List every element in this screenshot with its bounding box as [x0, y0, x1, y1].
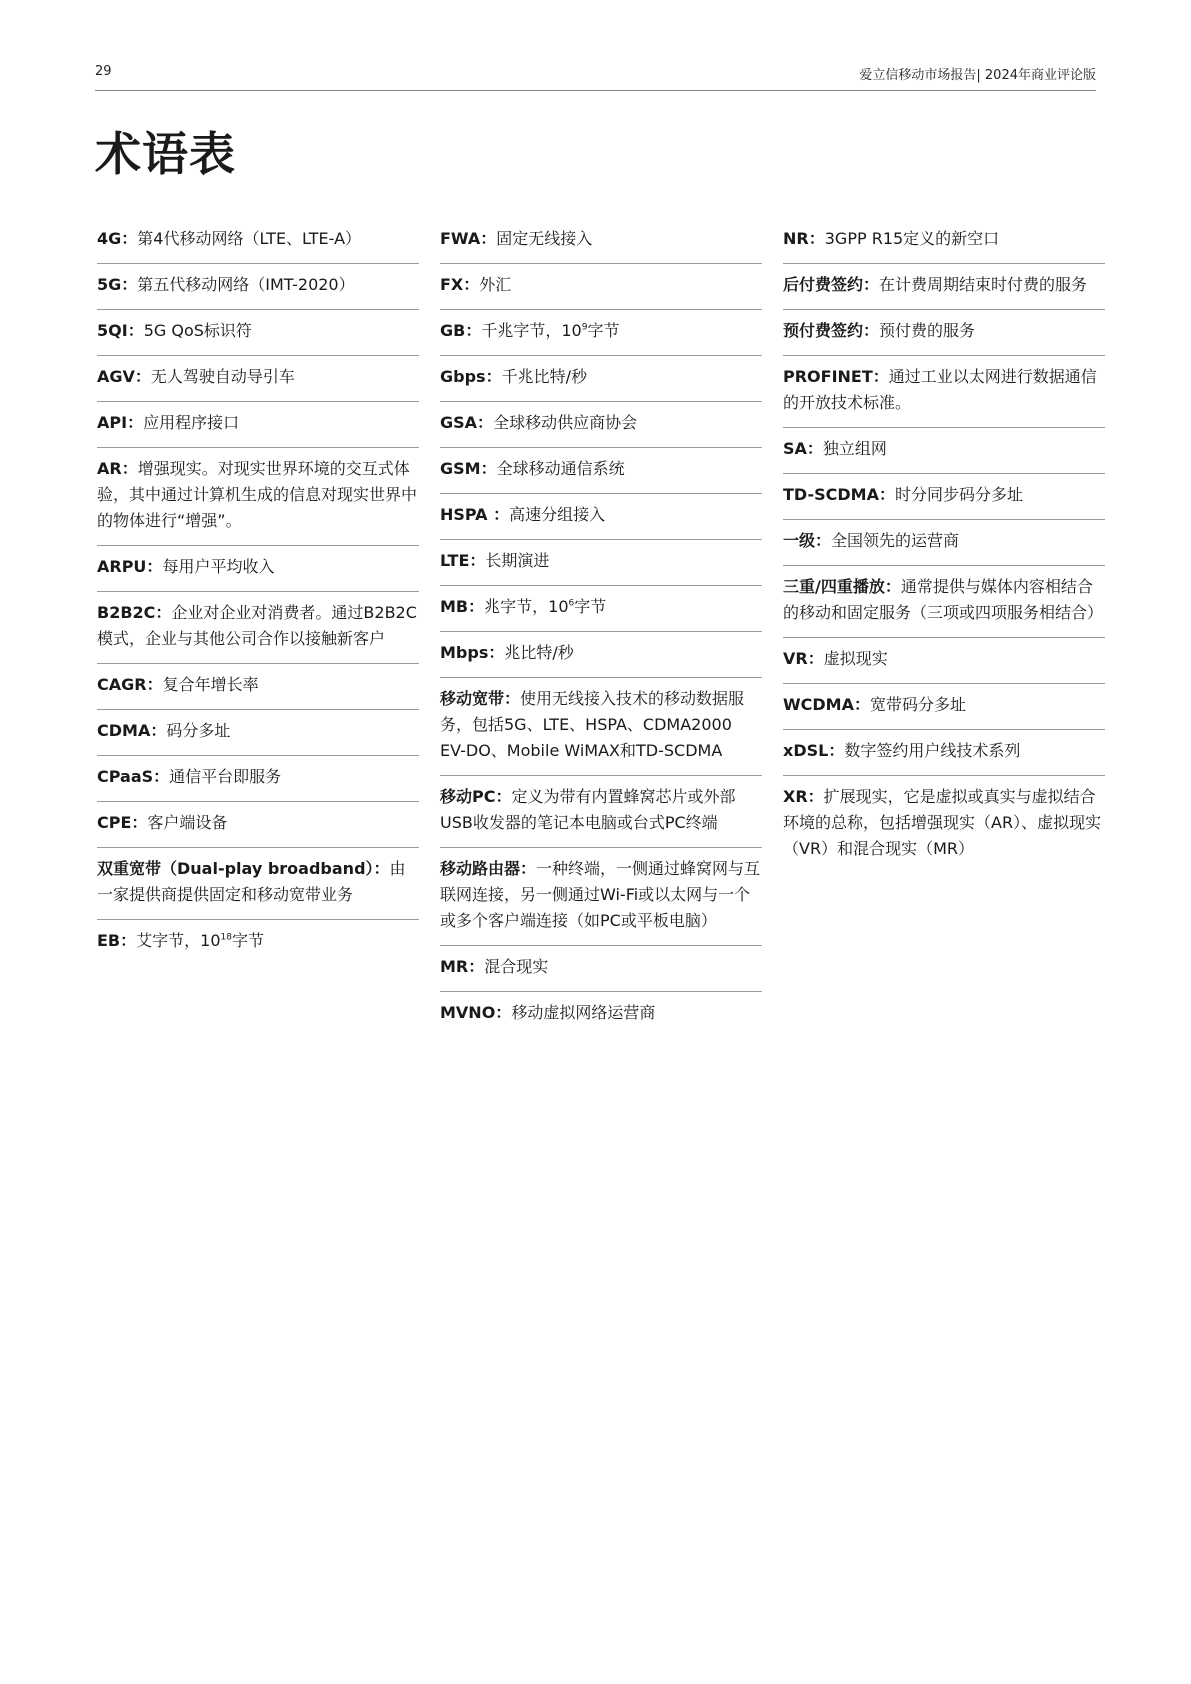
term-separator: ： [480, 459, 497, 478]
glossary-definition: 企业对企业对消费者。通过B2B2C模式，企业与其他公司合作以接触新客户 [97, 603, 417, 648]
glossary-definition: 增强现实。对现实世界环境的交互式体验，其中通过计算机生成的信息对现实世界中的物体进行“增强”。 [97, 459, 418, 530]
glossary-term: SA [783, 439, 807, 458]
term-separator: ： [872, 367, 889, 386]
term-separator: ： [806, 439, 823, 458]
glossary-definition: 通常提供与媒体内容相结合的移动和固定服务（三项或四项服务相结合） [783, 577, 1104, 622]
term-separator: ： [815, 531, 832, 550]
glossary-definition: 数字签约用户线技术系列 [844, 741, 1021, 760]
glossary-entry [440, 946, 762, 992]
glossary-entry [97, 920, 419, 965]
exponent: 18 [220, 932, 232, 943]
glossary-definition: 高速分组接入 [509, 505, 606, 524]
glossary-entry [97, 448, 419, 546]
glossary-definition: 时分同步码分多址 [895, 485, 1024, 504]
glossary-entry [440, 264, 762, 310]
glossary-term: EB [97, 931, 121, 950]
glossary-definition: 虚拟现实 [823, 649, 888, 668]
term-separator: ： [480, 229, 497, 248]
glossary-term: MB [440, 597, 469, 616]
glossary-definition: 5G QoS标识符 [143, 321, 252, 340]
glossary-definition: 由一家提供商提供固定和移动宽带业务 [97, 859, 406, 904]
term-separator: ： [121, 275, 138, 294]
glossary-definition: 全球移动通信系统 [496, 459, 625, 478]
glossary-entry [97, 802, 419, 848]
glossary-definition: 独立组网 [822, 439, 887, 458]
term-separator: ： [468, 597, 485, 616]
glossary-entry [440, 494, 762, 540]
glossary-term: 三重/四重播放 [783, 577, 885, 596]
term-separator: ： [807, 649, 824, 668]
glossary-term: XR [783, 787, 808, 806]
term-separator: ： [131, 813, 148, 832]
glossary-column-3 [783, 226, 1105, 873]
term-separator: ： [520, 859, 537, 878]
glossary-term: 预付费签约 [783, 321, 864, 340]
glossary-entry [783, 226, 1105, 264]
term-separator: ： [884, 577, 901, 596]
glossary-entry [97, 664, 419, 710]
glossary-term: CPaaS [97, 767, 154, 786]
glossary-definition: 扩展现实，它是虚拟或真实与虚拟结合环境的总称，包括增强现实（AR）、虚拟现实（VR）和混合现实（MR） [783, 787, 1102, 858]
exponent: 6 [568, 598, 575, 609]
glossary-definition: 艾字节，10 [136, 931, 221, 950]
glossary-definition: 兆比特/秒 [504, 643, 574, 662]
glossary-term: 移动宽带 [440, 689, 505, 708]
glossary-entry [783, 730, 1105, 776]
term-separator: ： [127, 321, 144, 340]
glossary-definition: 一种终端，一侧通过蜂窝网与互联网连接，另一侧通过Wi-Fi或以太网与一个或多个客户端连接（如PC或平板电脑） [440, 859, 761, 930]
glossary-entry [440, 776, 762, 848]
term-separator: ： [493, 505, 510, 524]
glossary-definition: 定义为带有内置蜂窝芯片或外部USB收发器的笔记本电脑或台式PC终端 [440, 787, 736, 832]
glossary-term: GB [440, 321, 466, 340]
glossary-term: AR [97, 459, 122, 478]
glossary-term: 双重宽带（Dual-play broadband） [97, 859, 374, 878]
term-separator: ： [469, 551, 486, 570]
glossary-entry [97, 592, 419, 664]
term-separator: ： [146, 557, 163, 576]
glossary-definition: 第五代移动网络（IMT-2020） [137, 275, 355, 294]
term-separator: ： [488, 643, 505, 662]
glossary-entry [97, 226, 419, 264]
glossary-entry [97, 264, 419, 310]
glossary-term: FWA [440, 229, 481, 248]
page-title: 术语表 [95, 127, 236, 181]
glossary-term: NR [783, 229, 809, 248]
glossary-definition: 预付费的服务 [879, 321, 976, 340]
glossary-term: GSM [440, 459, 481, 478]
glossary-entry [783, 474, 1105, 520]
glossary-term: 5QI [97, 321, 128, 340]
glossary-entry [783, 356, 1105, 428]
glossary-term: GSA [440, 413, 478, 432]
glossary-entry [783, 776, 1105, 873]
glossary-term: CPE [97, 813, 132, 832]
glossary-entry [440, 586, 762, 632]
glossary-term: 4G [97, 229, 122, 248]
glossary-entry [440, 678, 762, 776]
glossary-definition: 全国领先的运营商 [831, 531, 960, 550]
term-separator: ： [477, 413, 494, 432]
glossary-term: xDSL [783, 741, 829, 760]
glossary-entry [440, 310, 762, 356]
glossary-term: CAGR [97, 675, 147, 694]
glossary-entry [440, 402, 762, 448]
glossary-entry [783, 264, 1105, 310]
glossary-term: MVNO [440, 1003, 496, 1022]
glossary-term: 移动路由器 [440, 859, 521, 878]
glossary-definition: 千兆字节，10 [481, 321, 582, 340]
glossary-definition: 混合现实 [484, 957, 549, 976]
glossary-definition: 外汇 [479, 275, 512, 294]
glossary-term: PROFINET [783, 367, 873, 386]
term-separator: ： [853, 695, 870, 714]
glossary-term: 移动PC [440, 787, 496, 806]
glossary-entry [783, 520, 1105, 566]
glossary-term: TD-SCDMA [783, 485, 879, 504]
glossary-definition: 码分多址 [166, 721, 231, 740]
page-number: 29 [95, 64, 112, 79]
term-separator: ： [468, 957, 485, 976]
glossary-term: WCDMA [783, 695, 854, 714]
glossary-term: ARPU [97, 557, 147, 576]
glossary-definition: 无人驾驶自动导引车 [150, 367, 295, 386]
term-separator: ： [495, 1003, 512, 1022]
glossary-term: 后付费签约 [783, 275, 864, 294]
glossary-definition: 每用户平均收入 [162, 557, 275, 576]
term-separator: ： [807, 787, 824, 806]
glossary-definition: 固定无线接入 [496, 229, 593, 248]
glossary-term: FX [440, 275, 464, 294]
glossary-entry [97, 756, 419, 802]
glossary-entry [783, 310, 1105, 356]
term-separator: ： [146, 675, 163, 694]
glossary-entry [440, 848, 762, 946]
glossary-entry [97, 402, 419, 448]
glossary-entry [440, 540, 762, 586]
glossary-term: 5G [97, 275, 122, 294]
glossary-definition: 应用程序接口 [143, 413, 240, 432]
term-separator: ： [121, 229, 138, 248]
glossary-entry [440, 356, 762, 402]
glossary-term: VR [783, 649, 808, 668]
glossary-entry [97, 710, 419, 756]
glossary-definition: 千兆比特/秒 [501, 367, 587, 386]
glossary-definition: 使用无线接入技术的移动数据服务，包括5G、LTE、HSPA、CDMA2000 EV-DO、Mobile WiMAX和TD-SCDMA [440, 689, 745, 760]
term-separator: ： [134, 367, 151, 386]
term-separator: ： [495, 787, 512, 806]
glossary-definition-suffix: 字节 [231, 931, 264, 950]
term-separator: ： [153, 767, 170, 786]
term-separator: ： [828, 741, 845, 760]
glossary-term: Mbps [440, 643, 489, 662]
term-separator: ： [150, 721, 167, 740]
glossary-term: HSPA [440, 505, 494, 524]
term-separator: ： [863, 321, 880, 340]
term-separator: ： [155, 603, 172, 622]
glossary-entry [783, 566, 1105, 638]
glossary-definition: 3GPP R15定义的新空口 [824, 229, 1000, 248]
running-header: 爱立信移动市场报告| 2024年商业评论版 [859, 68, 1096, 83]
glossary-definition: 移动虚拟网络运营商 [511, 1003, 656, 1022]
term-separator: ： [878, 485, 895, 504]
glossary-term: B2B2C [97, 603, 156, 622]
term-separator: ： [863, 275, 880, 294]
term-separator: ： [465, 321, 482, 340]
term-separator: ： [120, 931, 137, 950]
glossary-entry [440, 226, 762, 264]
glossary-term: 一级 [783, 531, 816, 550]
glossary-term: LTE [440, 551, 470, 570]
term-separator: ： [808, 229, 825, 248]
glossary-column-1 [97, 226, 419, 965]
glossary-definition: 兆字节，10 [484, 597, 569, 616]
glossary-entry [97, 310, 419, 356]
glossary-definition: 复合年增长率 [162, 675, 259, 694]
glossary-term: MR [440, 957, 469, 976]
glossary-entry [783, 638, 1105, 684]
glossary-definition: 客户端设备 [147, 813, 228, 832]
glossary-entry [440, 448, 762, 494]
term-separator: ： [127, 413, 144, 432]
glossary-entry [97, 546, 419, 592]
glossary-definition: 通信平台即服务 [169, 767, 282, 786]
glossary-definition: 在计费周期结束时付费的服务 [879, 275, 1088, 294]
glossary-column-2 [440, 226, 762, 1037]
glossary-definition: 第4代移动网络（LTE、LTE-A） [137, 229, 362, 248]
glossary-entry [97, 356, 419, 402]
exponent: 9 [581, 322, 588, 333]
glossary-definition: 全球移动供应商协会 [493, 413, 638, 432]
glossary-entry [440, 632, 762, 678]
glossary-definition-suffix: 字节 [574, 597, 607, 616]
glossary-term: CDMA [97, 721, 151, 740]
header-divider [95, 90, 1096, 91]
term-separator: ： [463, 275, 480, 294]
glossary-entry [783, 684, 1105, 730]
glossary-definition-suffix: 字节 [587, 321, 620, 340]
glossary-entry [783, 428, 1105, 474]
glossary-definition: 长期演进 [485, 551, 550, 570]
glossary-entry [440, 992, 762, 1037]
glossary-term: Gbps [440, 367, 486, 386]
glossary-definition: 宽带码分多址 [870, 695, 967, 714]
term-separator: ： [485, 367, 502, 386]
glossary-term: API [97, 413, 128, 432]
glossary-term: AGV [97, 367, 135, 386]
term-separator: ： [504, 689, 521, 708]
term-separator: ： [121, 459, 138, 478]
term-separator: ： [373, 859, 390, 878]
glossary-entry [97, 848, 419, 920]
glossary-definition: 通过工业以太网进行数据通信的开放技术标准。 [783, 367, 1097, 412]
